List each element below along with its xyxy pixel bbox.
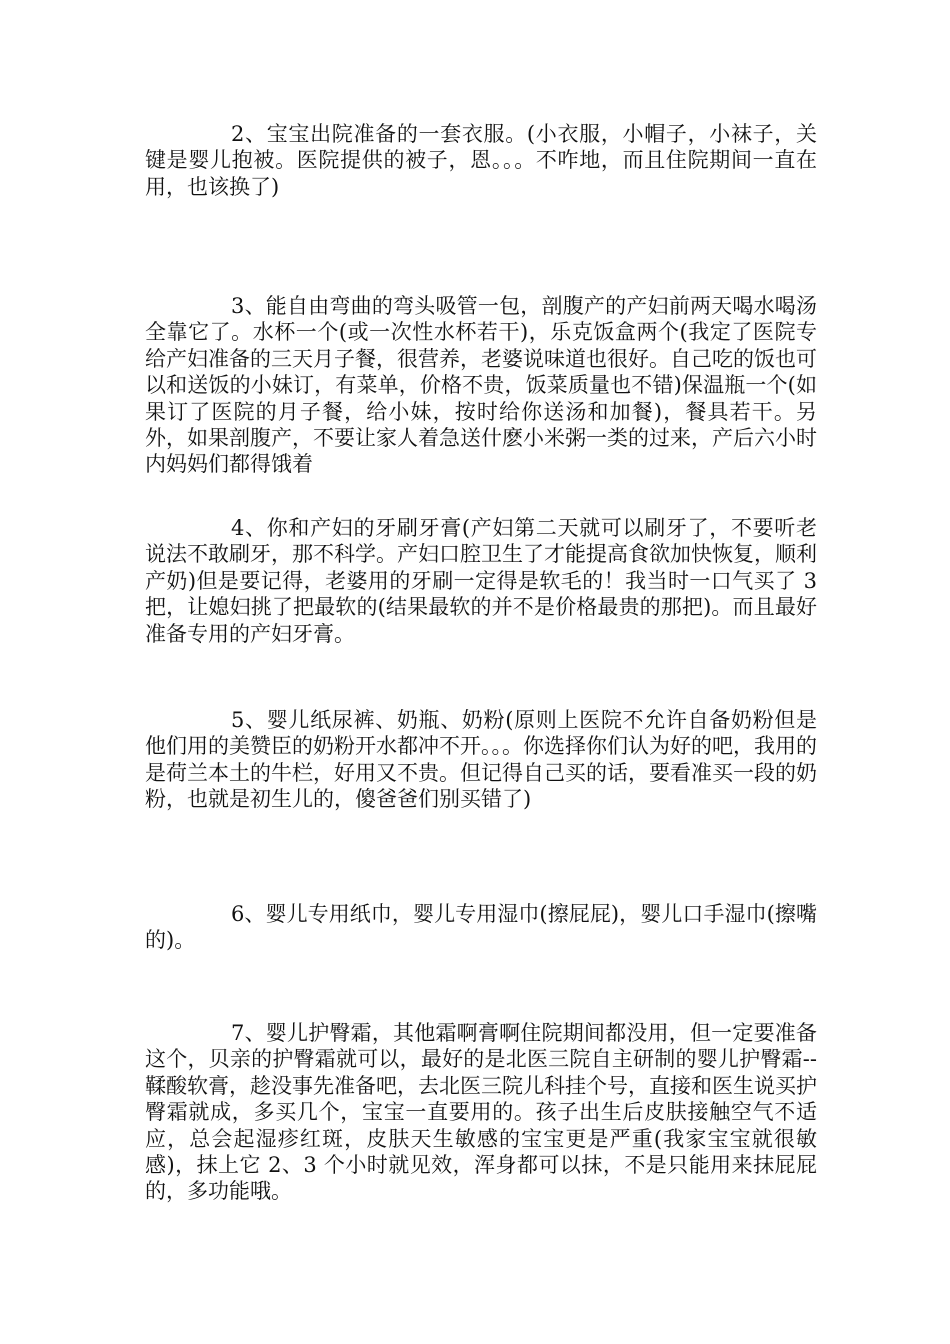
paragraph-item-3: 3、能自由弯曲的弯头吸管一包，剖腹产的产妇前两天喝水喝汤全靠它了。水杯一个(或一次性水杯若干)，乐克饭盒两个(我定了医院专给产妇准备的三天月子餐，很营养，老婆说味道也很好。自己吃的饭也可以和送饭的小妹订，有菜单，价格不贵，饭菜质量也不错)保温瓶一个(如果订了医院的月子餐，给小妹，按时给你送汤和加餐)，餐具若干。另外，如果剖腹产，不要让家人着急送什麽小米粥一类的过来，产后六小时内妈妈们都得饿着 bbox=[145, 294, 817, 477]
paragraph-item-4: 4、你和产妇的牙刷牙膏(产妇第二天就可以刷牙了，不要听老说法不敢刷牙，那不科学。产妇口腔卫生了才能提高食欲加快恢复，顺利产奶)但是要记得，老婆用的牙刷一定得是软毛的！我当时一口气买了 3 把，让媳妇挑了把最软的(结果最软的并不是价格最贵的那把)。而且最好准备专用的产妇牙膏。 bbox=[145, 516, 817, 646]
paragraph-item-6: 6、婴儿专用纸巾，婴儿专用湿巾(擦屁屁)，婴儿口手湿巾(擦嘴的)。 bbox=[145, 902, 817, 953]
paragraph-item-5: 5、婴儿纸尿裤、奶瓶、奶粉(原则上医院不允许自备奶粉但是他们用的美赞臣的奶粉开水都冲不开。。。你选择你们认为好的吧，我用的是荷兰本土的牛栏，好用又不贵。但记得自己买的话，要看准买一段的奶粉，也就是初生儿的，傻爸爸们别买错了) bbox=[145, 708, 817, 812]
paragraph-item-2: 2、宝宝出院准备的一套衣服。(小衣服，小帽子，小袜子，关键是婴儿抱被。医院提供的被子，恩。。。不咋地，而且住院期间一直在用，也该换了) bbox=[145, 122, 817, 199]
paragraph-item-7: 7、婴儿护臀霜，其他霜啊膏啊住院期间都没用，但一定要准备这个，贝亲的护臀霜就可以，最好的是北医三院自主研制的婴儿护臀霜--鞣酸软膏，趁没事先准备吧，去北医三院儿科挂个号，直接和医生说买护臀霜就成，多买几个，宝宝一直要用的。孩子出生后皮肤接触空气不适应，总会起湿疹红斑，皮肤天生敏感的宝宝更是严重(我家宝宝就很敏感)，抹上它 2、3 个小时就见效，浑身都可以抹，不是只能用来抹屁屁的，多功能哦。 bbox=[145, 1021, 817, 1204]
